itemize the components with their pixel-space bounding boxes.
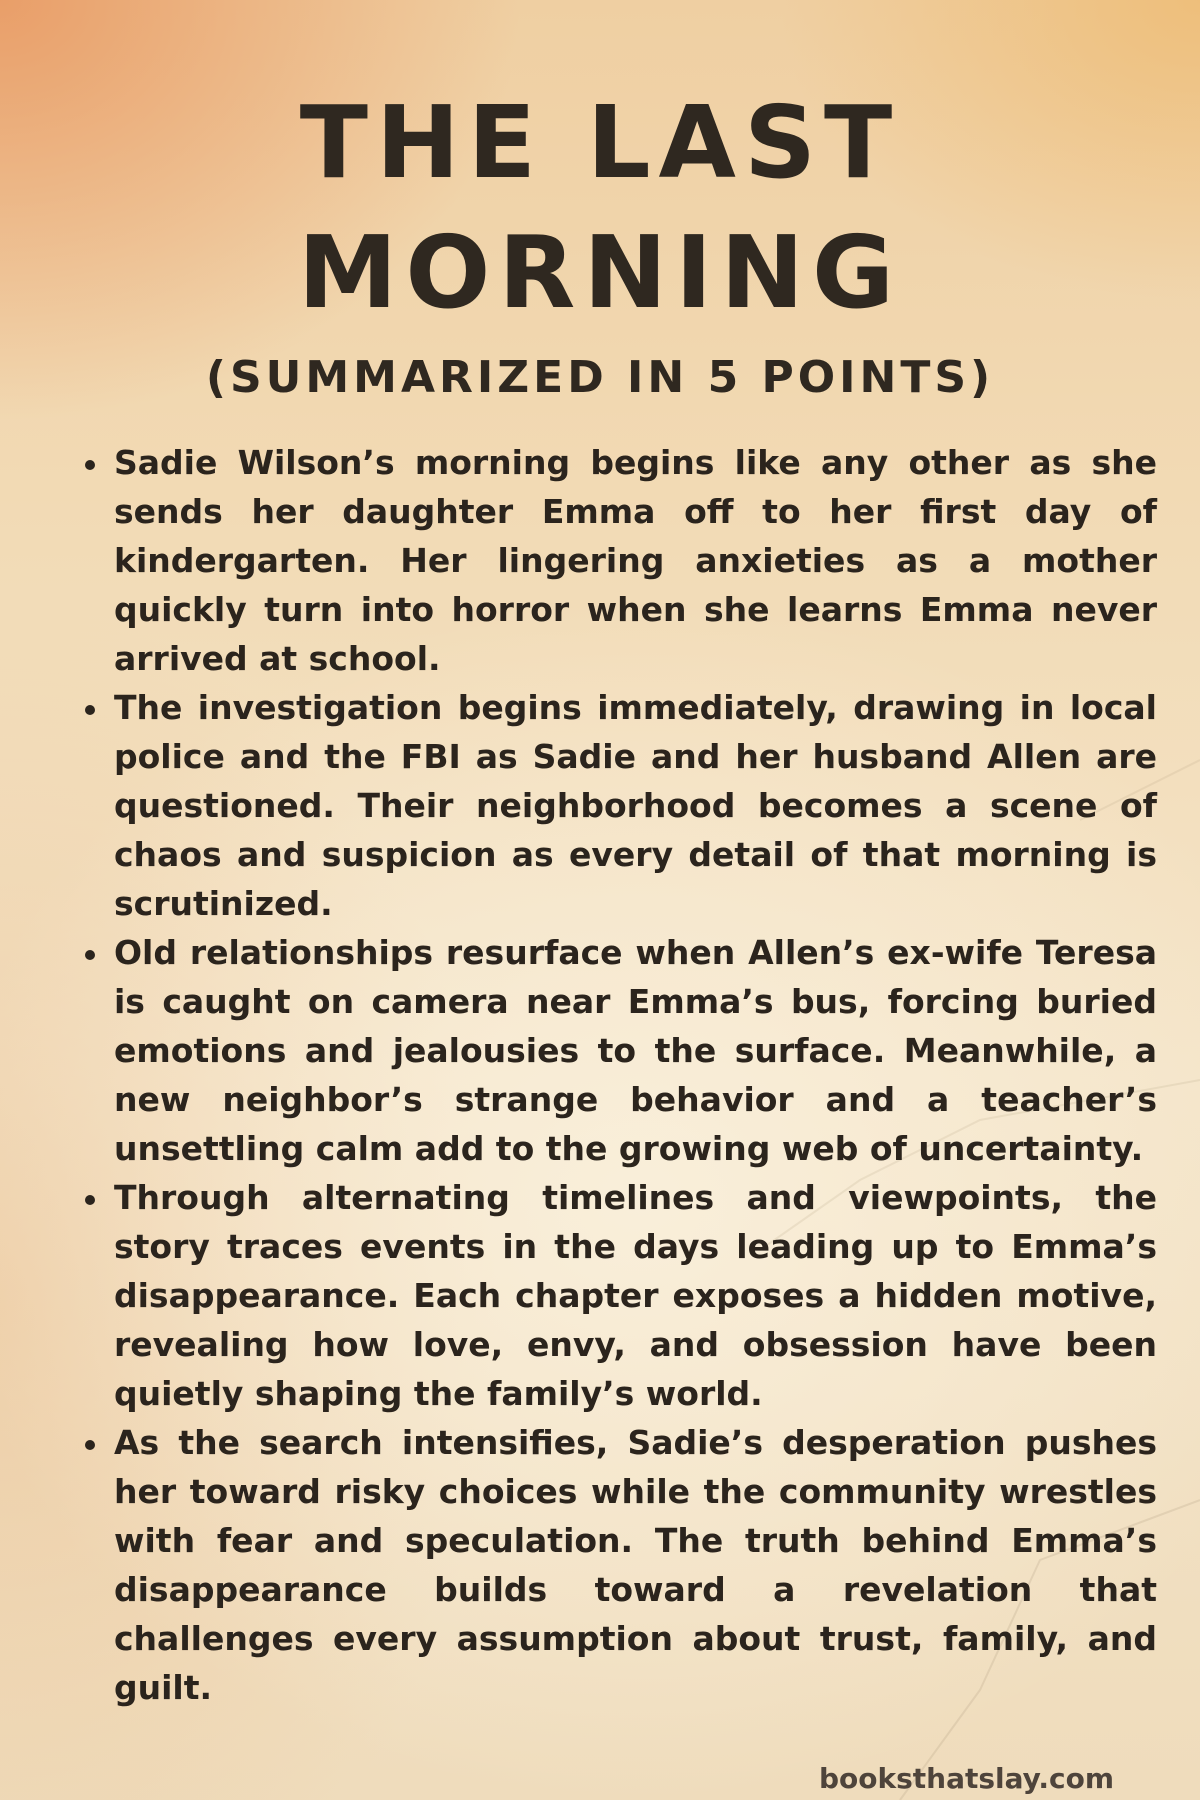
title-line-2: MORNING [297,214,903,331]
summary-point-text: As the search intensifies, Sadie’s desperation pushes her toward risky choices while the community wrestles with fear and speculation. The truth behind Emma’s disappearance builds toward a revelation that challenges every assumption about trust, family, and guilt. [114,1423,1157,1707]
bullet-icon [85,460,95,470]
summary-point [114,438,1157,683]
summary-point [114,1418,1157,1712]
summary-point [114,1173,1157,1418]
summary-point [114,928,1157,1173]
summary-point [114,683,1157,928]
summary-point-text: Old relationships resurface when Allen’s ex-wife Teresa is caught on camera near Emma’s bus, forcing buried emotions and jealousies to the surface. Meanwhile, a new neighbor’s strange behavior and a teacher’s unsettling calm add to the growing web of uncertainty. [114,933,1157,1168]
summary-point-text: The investigation begins immediately, drawing in local police and the FBI as Sadie and her husband Allen are questioned. Their neighborhood becomes a scene of chaos and suspicion as every detail of that morning is scrutinized. [114,688,1157,923]
bullet-icon [85,1440,95,1450]
title-line-1: THE LAST [299,84,901,201]
summary-points-list [82,438,1157,1712]
summary-point-text: Sadie Wilson’s morning begins like any other as she sends her daughter Emma off to her first day of kindergarten. Her lingering anxieties as a mother quickly turn into horror when she learns Emma never arrived at school. [114,443,1157,678]
summary-point-text: Through alternating timelines and viewpoints, the story traces events in the days leading up to Emma’s disappearance. Each chapter exposes a hidden motive, revealing how love, envy, and obsession have been quietly shaping the family’s world. [114,1178,1157,1413]
page-subtitle: (SUMMARIZED IN 5 POINTS) [205,352,995,403]
bullet-icon [85,705,95,715]
page-title [0,78,1200,338]
site-watermark: booksthatslay.com [818,1762,1114,1795]
bullet-icon [85,1195,95,1205]
bullet-icon [85,950,95,960]
